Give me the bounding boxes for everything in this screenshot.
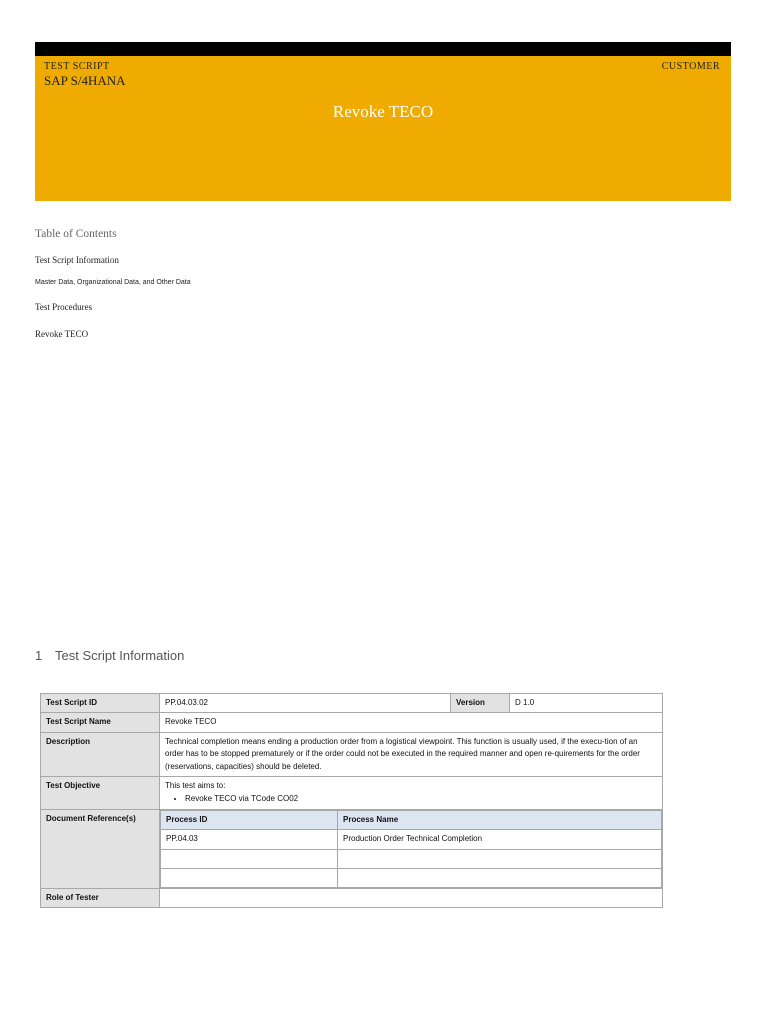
table-row xyxy=(41,732,663,776)
objective-label: Test Objective xyxy=(41,776,160,809)
process-name-cell xyxy=(338,868,662,887)
script-id-value: PP.04.03.02 xyxy=(160,694,451,713)
process-id-header: Process ID xyxy=(161,810,338,829)
description-label: Description xyxy=(41,732,160,776)
objective-intro: This test aims to: xyxy=(165,780,226,790)
section-number: 1 xyxy=(35,648,43,663)
table-row xyxy=(161,830,662,849)
role-of-tester-label: Role of Tester xyxy=(41,888,160,907)
process-table xyxy=(160,810,662,888)
toc-item-master-data[interactable]: Master Data, Organizational Data, and Other Data xyxy=(35,279,191,286)
document-title: Revoke TECO xyxy=(332,102,434,121)
process-name-header: Process Name xyxy=(338,810,662,829)
version-label: Version xyxy=(451,694,510,713)
script-name-label: Test Script Name xyxy=(41,713,160,732)
description-value: Technical completion means ending a production order from a logistical viewpoint. This function is usually used, if the execu-tion of an order has to be stopped prematurely or if the order could not be executed in the required manner and open re-quirements for the order (reservations, capacities) should be deleted. xyxy=(160,732,663,776)
process-table-header xyxy=(161,810,662,829)
process-id-cell: PP.04.03 xyxy=(161,830,338,849)
product-name: SAP S/4HANA xyxy=(44,73,126,88)
process-name-cell: Production Order Technical Completion xyxy=(338,830,662,849)
list-item: • Revoke TECO via TCode CO02 xyxy=(185,793,657,805)
process-id-cell xyxy=(161,849,338,868)
audience-label: CUSTOMER xyxy=(661,61,720,72)
toc-item-test-procedures[interactable]: Test Procedures xyxy=(35,302,93,312)
document-reference-label: Document Reference(s) xyxy=(41,809,160,888)
role-of-tester-value xyxy=(160,888,663,907)
script-name-value: Revoke TECO xyxy=(160,713,663,732)
table-row xyxy=(41,694,663,713)
section-heading xyxy=(35,648,184,663)
process-name-cell xyxy=(338,849,662,868)
document-reference-cell xyxy=(160,809,663,888)
section-title: Test Script Information xyxy=(55,648,185,663)
objective-value xyxy=(160,776,663,809)
toc-item-test-script-information[interactable]: Test Script Information xyxy=(35,255,119,265)
toc-item-revoke-teco[interactable]: Revoke TECO xyxy=(35,329,89,339)
table-row xyxy=(41,713,663,732)
test-script-info-table xyxy=(40,693,663,908)
table-row xyxy=(161,868,662,887)
table-row xyxy=(41,776,663,809)
table-row xyxy=(41,809,663,888)
document-type-label: TEST SCRIPT xyxy=(44,61,110,72)
toc-heading: Table of Contents xyxy=(35,228,117,240)
table-row xyxy=(41,888,663,907)
header-top-bar xyxy=(35,42,731,56)
title-banner xyxy=(35,56,731,201)
script-id-label: Test Script ID xyxy=(41,694,160,713)
objective-list xyxy=(165,793,657,805)
process-id-cell xyxy=(161,868,338,887)
version-value: D 1.0 xyxy=(510,694,663,713)
table-row xyxy=(161,849,662,868)
